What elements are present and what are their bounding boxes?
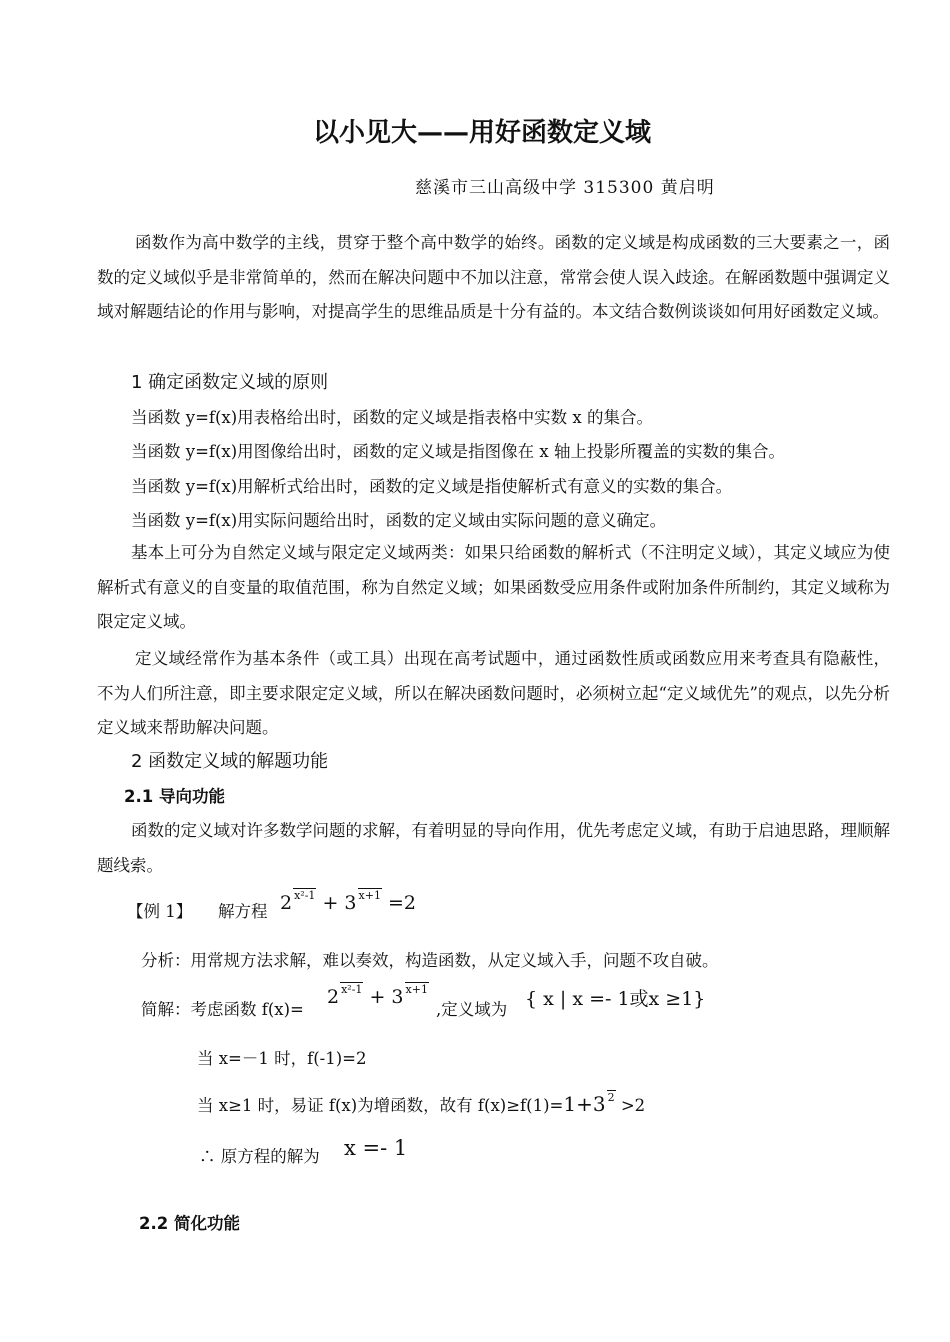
example-1-text: 解方程 xyxy=(218,902,268,921)
section-2-2-heading: 2.2 简化功能 xyxy=(139,1214,240,1233)
rule-graph: 当函数 y=f(x)用图像给出时，函数的定义域是指图像在 x 轴上投影所覆盖的实数的集合。 xyxy=(131,442,785,461)
intro-paragraph: 函数作为高中数学的主线，贯穿于整个高中数学的始终。函数的定义域是构成函数的三大要素之一，函数的定义域似乎是非常简单的，然而在解决问题中不加以注意，常常会使人误入歧途。在解函数题中强调定义域对解题结论的作用与影响，对提高学生的思维品质是十分有益的。本文结合数例谈谈如何用好函数定义域。 xyxy=(97,233,890,321)
solution-domain-label: ,定义域为 xyxy=(436,1000,508,1019)
case2-part-a: 当 x xyxy=(197,1096,229,1115)
one-plus-three: 1+3 xyxy=(563,1092,606,1116)
rule-table: 当函数 y=f(x)用表格给出时，函数的定义域是指表格中实数 x 的集合。 xyxy=(131,408,653,427)
ge-symbol-2: ≥ xyxy=(506,1096,521,1115)
ge-symbol: ≥ xyxy=(228,1096,242,1115)
solution-function: 2 $^{x^2-1}$ + 3 $^{x+1}$ xyxy=(327,983,428,1008)
case2-part-b: 1 时，易证 f(x)为增函数，故有 f(x) xyxy=(241,1096,507,1115)
case2-part-c: f(1)= xyxy=(520,1096,564,1115)
section-1-heading: 1 确定函数定义域的原则 xyxy=(131,372,329,393)
section-2-1-heading: 2.1 导向功能 xyxy=(124,787,225,806)
example-1-equation: 2 $^{x^2-1}$ + 3 $^{x+1}$ =2 xyxy=(280,889,417,914)
section-2-heading: 2 函数定义域的解题功能 xyxy=(131,751,329,772)
case2-part-d: >2 xyxy=(620,1096,646,1115)
page-title: 以小见大——用好函数定义域 xyxy=(313,118,652,148)
root-answer: x =- 1 xyxy=(344,1136,408,1160)
case-x-minus-one: 当 x=－1 时，f(-1)=2 xyxy=(197,1049,367,1068)
exam-paragraph: 定义域经常作为基本条件（或工具）出现在高考试题中，通过函数性质或函数应用来考查具有隐蔽性，不为人们所注意，即主要求限定定义域，所以在解决函数问题时，必须树立起“定义域优先”的观点，以先分析定义域来帮助解决问题。 xyxy=(97,649,890,737)
conclusion-text: ∴ 原方程的解为 xyxy=(199,1147,320,1166)
solution-label: 简解：考虑函数 f(x)= xyxy=(141,1000,304,1019)
rule-practical: 当函数 y=f(x)用实际问题给出时，函数的定义域由实际问题的意义确定。 xyxy=(131,511,667,530)
case-x-ge-one: 当 x≥1 时，易证 f(x)为增函数，故有 f(x)≥f(1)=1+3 $^2$ >2 xyxy=(197,1091,646,1116)
domain-set: { x | x =- 1或x ≥1} xyxy=(525,988,706,1010)
guidance-paragraph: 函数的定义域对许多数学问题的求解，有着明显的导向作用，优先考虑定义域，有助于启迪思路，理顺解题线索。 xyxy=(97,821,890,875)
example-1-label: 【例 1】 xyxy=(127,902,193,921)
rule-formula: 当函数 y=f(x)用解析式给出时，函数的定义域是指使解析式有意义的实数的集合。 xyxy=(131,477,733,496)
equation-rhs: =2 xyxy=(388,892,417,914)
author-byline: 慈溪市三山高级中学 315300 黄启明 xyxy=(415,178,715,198)
domain-types-paragraph: 基本上可分为自然定义域与限定定义域两类：如果只给函数的解析式（不注明定义域），其定义域应为使解析式有意义的自变量的取值范围，称为自然定义域；如果函数受应用条件或附加条件所制约，其定义域称为限定定义域。 xyxy=(97,543,890,631)
analysis-text: 分析：用常规方法求解，难以奏效，构造函数，从定义域入手，问题不攻自破。 xyxy=(141,951,719,970)
